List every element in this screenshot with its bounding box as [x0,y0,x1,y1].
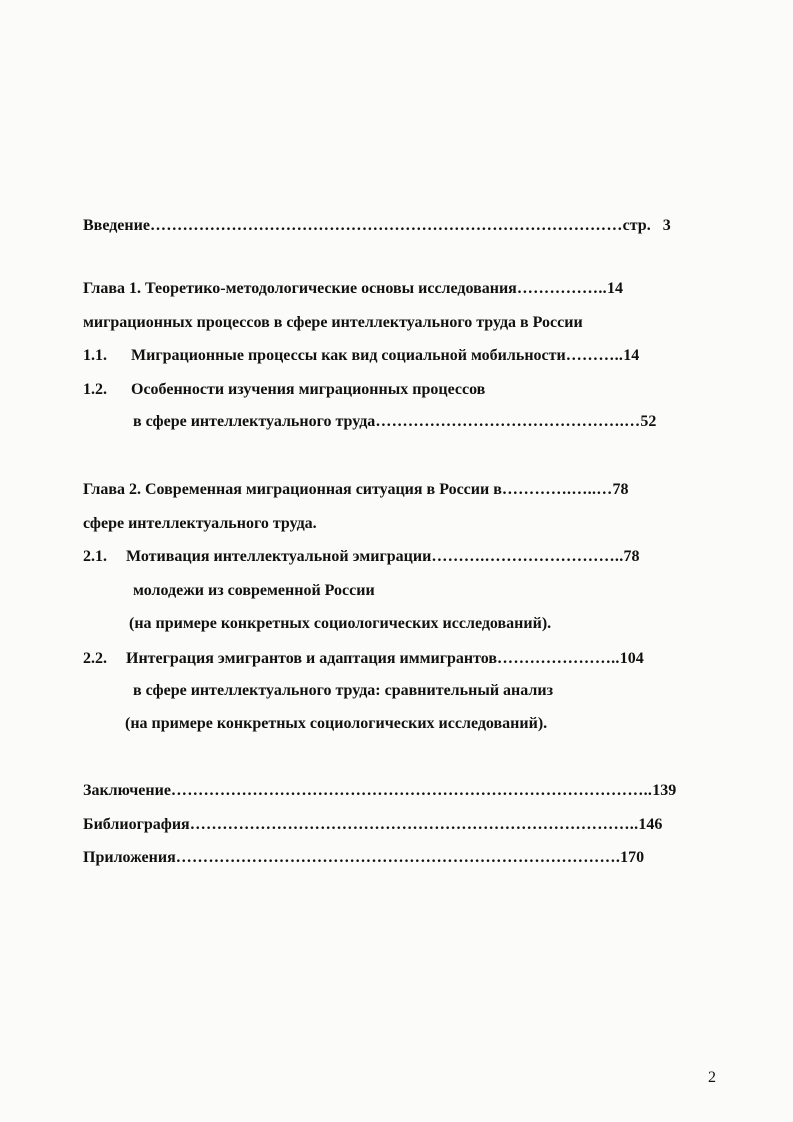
toc-entry-title: Глава 1. Теоретико-методологические основы исследования [83,280,517,297]
toc-entry-chapter-2-cont [83,514,723,534]
toc-page-number: 52 [640,413,657,430]
toc-section-number: 1.1. [83,347,107,364]
toc-page-number: 14 [623,347,640,364]
toc-entry-title: Библиография [83,816,190,833]
toc-entry-title-continued: в сфере интеллектуального труда [133,413,376,430]
toc-entry-title-continued: молодежи из современной России [133,582,375,599]
toc-entry-title-continued: в сфере интеллектуального труда: сравнительный анализ [133,682,554,699]
page-number: 2 [708,1069,716,1086]
toc-entry-title: Заключение [83,782,171,799]
toc-page-number: 14 [606,280,623,297]
toc-leader-dots: …………….. [516,280,607,297]
toc-page-number: 78 [623,548,640,565]
toc-leader-dots: ………….…..… [501,481,613,498]
toc-entry-title: Введение [83,217,150,234]
toc-leader-dots: ……….…………………….. [431,548,624,565]
toc-entry-section-2-2-cont [133,681,773,701]
toc-entry-title-continued: миграционных процессов в сфере интеллектуального труда в России [83,314,583,331]
toc-entry-chapter-1 [83,279,723,299]
toc-entry-title: Миграционные процессы как вид социальной мобильности [131,347,566,364]
toc-entry-title-continued: сфере интеллектуального труда. [83,515,317,532]
toc-entry-chapter-1-cont [83,313,723,333]
toc-entry-bibliography [83,815,723,835]
toc-entry-section-2-1-cont [133,581,773,601]
toc-page-number: 146 [638,816,663,833]
toc-entry-title: Особенности изучения миграционных процессов [131,381,486,398]
toc-page-prefix: стр. [622,217,651,234]
toc-entry-note: (на примере конкретных социологических исследований). [125,715,548,732]
toc-leader-dots: …………………………………………………………………………….. [170,782,653,799]
toc-page-number: 139 [652,782,677,799]
toc-entry-section-2-1-note [129,614,769,634]
toc-section-number: 1.2. [83,381,107,398]
toc-section-number: 2.2. [83,650,107,667]
toc-entry-title: Мотивация интеллектуальной эмиграции [126,548,432,565]
toc-entry-conclusion [83,781,723,801]
toc-leader-dots: ………………….. [497,650,620,667]
toc-leader-dots: ………………………………………………………………………. [175,849,621,866]
toc-leader-dots: ……….. [565,347,624,364]
toc-entry-title: Приложения [83,849,176,866]
toc-entry-note: (на примере конкретных социологических исследований). [129,615,552,632]
toc-entry-section-2-2-note [125,714,765,734]
toc-entry-section-1-2 [83,380,723,400]
toc-entry-section-1-1 [83,346,723,366]
toc-leader-dots: ……………………………………….… [375,413,641,430]
toc-page-number: 78 [612,481,629,498]
toc-entry-appendices [83,848,723,868]
toc-entry-title: Интеграция эмигрантов и адаптация иммигрантов [126,650,498,667]
toc-entry-section-2-2 [83,649,723,669]
toc-leader-dots: ……………………………………………………………………….. [189,816,639,833]
toc-page-number: 104 [619,650,644,667]
toc-page-number: 170 [620,849,645,866]
toc-page-number: 3 [662,217,671,234]
toc-entry-section-2-1 [83,547,723,567]
toc-entry-section-1-2-cont [133,412,773,432]
toc-entry-title: Глава 2. Современная миграционная ситуация в России в [83,481,502,498]
toc-entry-chapter-2 [83,480,723,500]
toc-leader-dots: …………………………………………………………………………… [149,217,623,234]
toc-section-number: 2.1. [83,548,107,565]
toc-entry-introduction [83,216,723,236]
